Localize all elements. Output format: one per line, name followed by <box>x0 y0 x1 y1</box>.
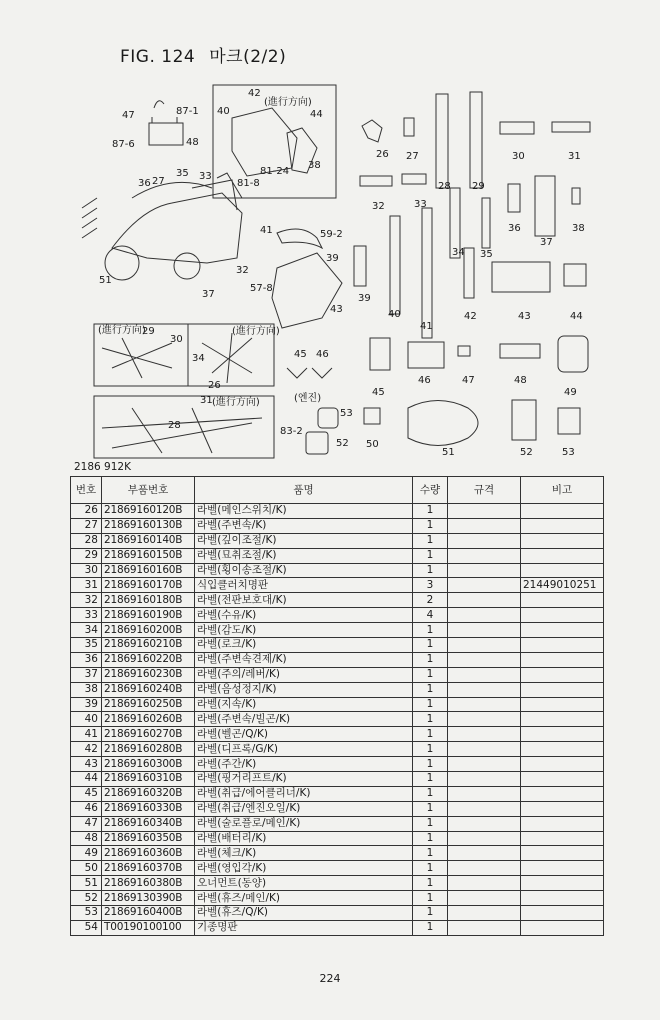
cell-remark <box>521 593 604 608</box>
cell-remark <box>521 697 604 712</box>
cell-name: 라벨(술로플로/메인/K) <box>195 816 413 831</box>
cell-name: 라벨(휴즈/메인/K) <box>195 891 413 906</box>
header-no: 번호 <box>71 477 102 504</box>
cell-name: 라벨(주변속/빌곤/K) <box>195 712 413 727</box>
cell-part-no: 21869130390B <box>102 891 195 906</box>
label-no-44: 44 <box>570 311 583 322</box>
cell-no: 39 <box>71 697 102 712</box>
cell-remark <box>521 667 604 682</box>
cell-name: 라벨(체크/K) <box>195 846 413 861</box>
cell-qty: 1 <box>413 861 448 876</box>
cell-spec <box>448 786 521 801</box>
callout-31: 31 <box>200 395 213 406</box>
cell-no: 46 <box>71 801 102 816</box>
callout-57-8: 57-8 <box>250 283 273 294</box>
cell-spec <box>448 846 521 861</box>
cell-name: 라벨(주변속견제/K) <box>195 652 413 667</box>
callout-43: 43 <box>330 304 343 315</box>
cell-part-no: 21869160240B <box>102 682 195 697</box>
table-row <box>71 533 604 548</box>
cell-part-no: 21869160200B <box>102 623 195 638</box>
label-no-49: 49 <box>564 387 577 398</box>
callout-46: 46 <box>316 349 329 360</box>
cell-name: 기종명판 <box>195 920 413 935</box>
cell-no: 44 <box>71 772 102 787</box>
cell-spec <box>448 876 521 891</box>
cell-name: 라벨(주변속/K) <box>195 518 413 533</box>
cell-qty: 1 <box>413 504 448 519</box>
cell-part-no: T00190100100 <box>102 920 195 935</box>
cell-no: 35 <box>71 638 102 653</box>
callout-48: 48 <box>186 137 199 148</box>
cell-part-no: 21869160230B <box>102 667 195 682</box>
diagram-drawing <box>72 78 612 463</box>
cell-qty: 2 <box>413 593 448 608</box>
header-part-no: 부품번호 <box>102 477 195 504</box>
table-row <box>71 772 604 787</box>
cell-name: 라벨(휴즈/Q/K) <box>195 906 413 921</box>
table-row <box>71 682 604 697</box>
cell-spec <box>448 638 521 653</box>
cell-no: 27 <box>71 518 102 533</box>
header-remark: 비고 <box>521 477 604 504</box>
callout-81-24: 81-24 <box>260 166 290 177</box>
callout-44: 44 <box>310 109 323 120</box>
cell-qty: 1 <box>413 876 448 891</box>
cell-remark <box>521 608 604 623</box>
cell-qty: 1 <box>413 816 448 831</box>
cell-no: 51 <box>71 876 102 891</box>
callout-35: 35 <box>176 168 189 179</box>
cell-qty: 1 <box>413 920 448 935</box>
cell-spec <box>448 518 521 533</box>
cell-no: 32 <box>71 593 102 608</box>
cell-remark <box>521 891 604 906</box>
cell-remark <box>521 920 604 935</box>
cell-spec <box>448 920 521 935</box>
cell-qty: 1 <box>413 712 448 727</box>
cell-no: 26 <box>71 504 102 519</box>
cell-spec <box>448 861 521 876</box>
table-header-row <box>71 477 604 504</box>
cell-remark <box>521 906 604 921</box>
cell-qty: 1 <box>413 518 448 533</box>
cell-no: 50 <box>71 861 102 876</box>
cell-no: 33 <box>71 608 102 623</box>
callout-87-6: 87-6 <box>112 139 135 150</box>
cell-remark <box>521 861 604 876</box>
cell-no: 38 <box>71 682 102 697</box>
cell-part-no: 21869160320B <box>102 786 195 801</box>
table-row <box>71 504 604 519</box>
cell-remark <box>521 846 604 861</box>
cell-spec <box>448 727 521 742</box>
table-row <box>71 623 604 638</box>
label-no-39: 39 <box>358 293 371 304</box>
cell-part-no: 21869160350B <box>102 831 195 846</box>
callout-87-1: 87-1 <box>176 106 199 117</box>
cell-qty: 1 <box>413 846 448 861</box>
cell-remark <box>521 801 604 816</box>
cell-name: 라벨(음성정지/K) <box>195 682 413 697</box>
label-no-33: 33 <box>414 199 427 210</box>
cell-name: 라벨(취급/에어클리너/K) <box>195 786 413 801</box>
cell-name: 라벨(주의/레버/K) <box>195 667 413 682</box>
cell-name: 라벨(수유/K) <box>195 608 413 623</box>
cell-part-no: 21869160160B <box>102 563 195 578</box>
cell-remark <box>521 652 604 667</box>
cell-spec <box>448 608 521 623</box>
cell-spec <box>448 712 521 727</box>
cell-remark <box>521 816 604 831</box>
header-spec: 규격 <box>448 477 521 504</box>
label-no-38: 38 <box>572 223 585 234</box>
cell-spec <box>448 593 521 608</box>
label-no-31: 31 <box>568 151 581 162</box>
cell-part-no: 21869160120B <box>102 504 195 519</box>
label-no-29: 29 <box>472 181 485 192</box>
cell-remark: 21449010251 <box>521 578 604 593</box>
cell-part-no: 21869160190B <box>102 608 195 623</box>
table-row <box>71 667 604 682</box>
table-row <box>71 846 604 861</box>
cell-name: 라벨(주간/K) <box>195 757 413 772</box>
cell-part-no: 21869160310B <box>102 772 195 787</box>
table-row <box>71 801 604 816</box>
table-row <box>71 638 604 653</box>
label-no-41: 41 <box>420 321 433 332</box>
callout-29: 29 <box>142 326 155 337</box>
cell-no: 49 <box>71 846 102 861</box>
cell-no: 31 <box>71 578 102 593</box>
cell-no: 48 <box>71 831 102 846</box>
cell-no: 30 <box>71 563 102 578</box>
cell-part-no: 21869160180B <box>102 593 195 608</box>
cell-name: 라벨(감도/K) <box>195 623 413 638</box>
callout-32: 32 <box>236 265 249 276</box>
cell-part-no: 21869160400B <box>102 906 195 921</box>
callout-83-2: 83-2 <box>280 426 303 437</box>
callout-41: 41 <box>260 225 273 236</box>
label-no-26: 26 <box>376 149 389 160</box>
figure-name: 마크(2/2) <box>209 47 287 67</box>
table-row <box>71 563 604 578</box>
label-no-32: 32 <box>372 201 385 212</box>
cell-remark <box>521 727 604 742</box>
cell-part-no: 21869160270B <box>102 727 195 742</box>
cell-part-no: 21869160330B <box>102 801 195 816</box>
callout-36: 36 <box>138 178 151 189</box>
cell-remark <box>521 682 604 697</box>
cell-spec <box>448 906 521 921</box>
cell-spec <box>448 697 521 712</box>
label-no-36: 36 <box>508 223 521 234</box>
table-row <box>71 593 604 608</box>
cell-qty: 3 <box>413 578 448 593</box>
cell-qty: 1 <box>413 697 448 712</box>
label-no-40: 40 <box>388 309 401 320</box>
callout-53: 53 <box>340 408 353 419</box>
callout-42: 42 <box>248 88 261 99</box>
cell-qty: 1 <box>413 727 448 742</box>
cell-name: 라벨(지속/K) <box>195 697 413 712</box>
cell-part-no: 21869160340B <box>102 816 195 831</box>
cell-no: 41 <box>71 727 102 742</box>
callout-38: 38 <box>308 160 321 171</box>
label-no-28: 28 <box>438 181 451 192</box>
table-row <box>71 757 604 772</box>
label-no-48: 48 <box>514 375 527 386</box>
cell-name: 라벨(벨곤/Q/K) <box>195 727 413 742</box>
cell-remark <box>521 876 604 891</box>
callout-26: 26 <box>208 380 221 391</box>
label-no-50: 50 <box>366 439 379 450</box>
cell-name: 식입클러치명판 <box>195 578 413 593</box>
cell-part-no: 21869160300B <box>102 757 195 772</box>
callout-27: 27 <box>152 176 165 187</box>
parts-diagram <box>72 78 612 463</box>
parts-table-body <box>71 504 604 936</box>
cell-spec <box>448 816 521 831</box>
callout-51: 51 <box>99 275 112 286</box>
callout-direction-2: (進行方向) <box>98 325 146 336</box>
cell-qty: 1 <box>413 786 448 801</box>
label-no-30: 30 <box>512 151 525 162</box>
cell-no: 53 <box>71 906 102 921</box>
cell-spec <box>448 548 521 563</box>
cell-remark <box>521 831 604 846</box>
table-row <box>71 727 604 742</box>
cell-part-no: 21869160220B <box>102 652 195 667</box>
cell-qty: 1 <box>413 533 448 548</box>
table-row <box>71 548 604 563</box>
label-no-42: 42 <box>464 311 477 322</box>
cell-spec <box>448 682 521 697</box>
cell-no: 43 <box>71 757 102 772</box>
table-row <box>71 816 604 831</box>
cell-no: 34 <box>71 623 102 638</box>
cell-name: 라벨(깊이조절/K) <box>195 533 413 548</box>
label-no-35: 35 <box>480 249 493 260</box>
callout-52: 52 <box>336 438 349 449</box>
cell-qty: 1 <box>413 548 448 563</box>
callout-direction: (進行方向) <box>264 97 312 108</box>
label-no-45: 45 <box>372 387 385 398</box>
cell-spec <box>448 772 521 787</box>
table-row <box>71 831 604 846</box>
cell-remark <box>521 742 604 757</box>
cell-name: 오너먼트(동양) <box>195 876 413 891</box>
cell-no: 52 <box>71 891 102 906</box>
callout-34: 34 <box>192 353 205 364</box>
cell-qty: 1 <box>413 801 448 816</box>
cell-spec <box>448 667 521 682</box>
table-row <box>71 786 604 801</box>
header-qty: 수량 <box>413 477 448 504</box>
cell-name: 라벨(핑거리프트/K) <box>195 772 413 787</box>
label-no-53: 53 <box>562 447 575 458</box>
callout-39: 39 <box>326 253 339 264</box>
cell-name: 라벨(묘취조절/K) <box>195 548 413 563</box>
cell-remark <box>521 786 604 801</box>
cell-qty: 1 <box>413 891 448 906</box>
cell-name: 라벨(영입각/K) <box>195 861 413 876</box>
callout-direction-3: (進行方向) <box>232 326 280 337</box>
table-row <box>71 697 604 712</box>
label-no-43: 43 <box>518 311 531 322</box>
label-no-34: 34 <box>452 247 465 258</box>
figure-title <box>120 42 300 67</box>
cell-no: 47 <box>71 816 102 831</box>
callout-33: 33 <box>199 171 212 182</box>
cell-no: 54 <box>71 920 102 935</box>
callout-47: 47 <box>122 110 135 121</box>
cell-no: 28 <box>71 533 102 548</box>
cell-name: 라벨(디프록/G/K) <box>195 742 413 757</box>
cell-qty: 1 <box>413 667 448 682</box>
cell-no: 36 <box>71 652 102 667</box>
callout-28: 28 <box>168 420 181 431</box>
parts-table <box>70 476 604 936</box>
cell-part-no: 21869160250B <box>102 697 195 712</box>
cell-spec <box>448 504 521 519</box>
cell-spec <box>448 891 521 906</box>
table-row <box>71 652 604 667</box>
cell-no: 29 <box>71 548 102 563</box>
cell-name: 라벨(로크/K) <box>195 638 413 653</box>
cell-qty: 1 <box>413 563 448 578</box>
cell-spec <box>448 652 521 667</box>
header-name: 품명 <box>195 477 413 504</box>
cell-qty: 1 <box>413 742 448 757</box>
callout-30: 30 <box>170 334 183 345</box>
cell-part-no: 21869160170B <box>102 578 195 593</box>
page-number: 224 <box>319 972 341 985</box>
callout-engine: (엔진) <box>294 393 322 404</box>
cell-qty: 1 <box>413 638 448 653</box>
callout-direction-4: (進行方向) <box>212 397 260 408</box>
label-no-52: 52 <box>520 447 533 458</box>
cell-remark <box>521 757 604 772</box>
cell-qty: 1 <box>413 831 448 846</box>
cell-name: 라벨(메인스위치/K) <box>195 504 413 519</box>
cell-qty: 1 <box>413 652 448 667</box>
cell-part-no: 21869160360B <box>102 846 195 861</box>
cell-qty: 1 <box>413 906 448 921</box>
battery-drawing <box>149 123 183 145</box>
callout-45: 45 <box>294 349 307 360</box>
callout-40: 40 <box>217 106 230 117</box>
table-row <box>71 518 604 533</box>
cell-qty: 1 <box>413 682 448 697</box>
cell-spec <box>448 623 521 638</box>
cell-name: 라벨(취급/엔진오일/K) <box>195 801 413 816</box>
cell-part-no: 21869160140B <box>102 533 195 548</box>
table-row <box>71 712 604 727</box>
drawing-code: 2186 912K <box>74 461 131 473</box>
cell-remark <box>521 548 604 563</box>
cell-no: 45 <box>71 786 102 801</box>
cell-part-no: 21869160280B <box>102 742 195 757</box>
cell-remark <box>521 638 604 653</box>
cell-qty: 1 <box>413 623 448 638</box>
cell-part-no: 21869160260B <box>102 712 195 727</box>
cell-no: 40 <box>71 712 102 727</box>
cell-qty: 1 <box>413 757 448 772</box>
cell-part-no: 21869160380B <box>102 876 195 891</box>
cell-part-no: 21869160150B <box>102 548 195 563</box>
cell-no: 37 <box>71 667 102 682</box>
cell-spec <box>448 578 521 593</box>
figure-number: FIG. 124 <box>120 47 196 67</box>
callout-59-2: 59-2 <box>320 229 343 240</box>
cell-name: 라벨(배터리/K) <box>195 831 413 846</box>
cell-remark <box>521 518 604 533</box>
cell-no: 42 <box>71 742 102 757</box>
table-row <box>71 742 604 757</box>
label-no-51: 51 <box>442 447 455 458</box>
callout-81-8: 81-8 <box>237 178 260 189</box>
cell-part-no: 21869160370B <box>102 861 195 876</box>
label-no-37: 37 <box>540 237 553 248</box>
cell-spec <box>448 742 521 757</box>
cell-name: 라벨(전판보호대/K) <box>195 593 413 608</box>
cell-spec <box>448 801 521 816</box>
cell-qty: 1 <box>413 772 448 787</box>
cell-remark <box>521 563 604 578</box>
cell-spec <box>448 831 521 846</box>
label-no-47: 47 <box>462 375 475 386</box>
cell-remark <box>521 712 604 727</box>
cell-spec <box>448 563 521 578</box>
label-no-27: 27 <box>406 151 419 162</box>
cell-remark <box>521 533 604 548</box>
table-row <box>71 578 604 593</box>
callout-37: 37 <box>202 289 215 300</box>
cell-spec <box>448 533 521 548</box>
table-row <box>71 891 604 906</box>
cell-name: 라벨(횡이송조절/K) <box>195 563 413 578</box>
cell-remark <box>521 623 604 638</box>
table-row <box>71 861 604 876</box>
cell-remark <box>521 772 604 787</box>
cell-remark <box>521 504 604 519</box>
cell-qty: 4 <box>413 608 448 623</box>
cell-spec <box>448 757 521 772</box>
table-row <box>71 608 604 623</box>
label-no-46: 46 <box>418 375 431 386</box>
cell-part-no: 21869160210B <box>102 638 195 653</box>
table-row <box>71 906 604 921</box>
table-row <box>71 876 604 891</box>
cell-part-no: 21869160130B <box>102 518 195 533</box>
table-row <box>71 920 604 935</box>
